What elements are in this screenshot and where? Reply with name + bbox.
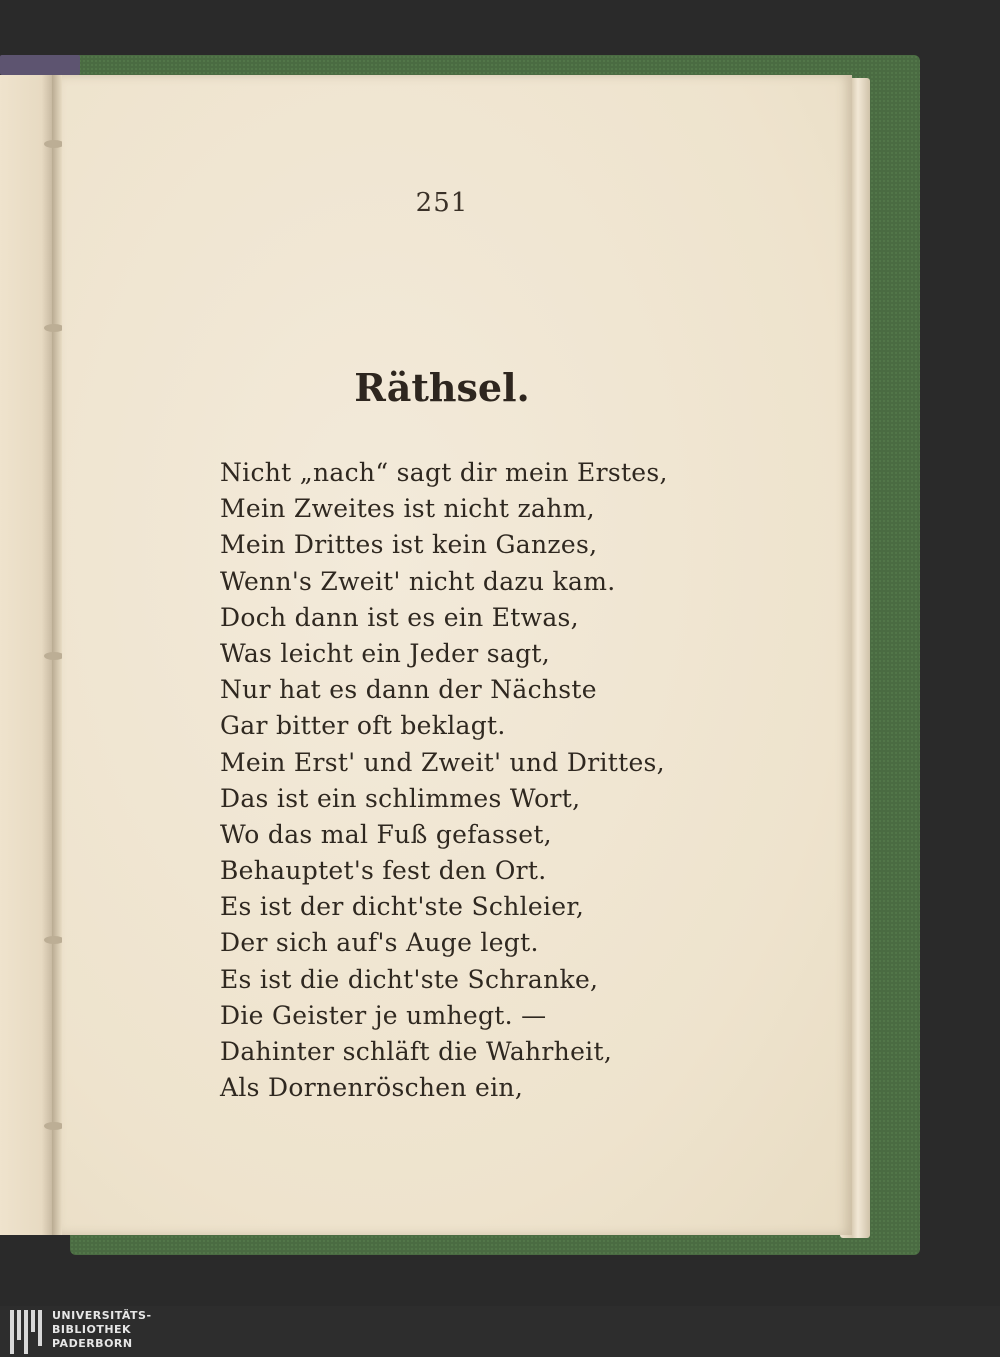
binding-stitch [44,936,64,944]
poem-line: Dahinter schläft die Wahrheit, [220,1037,613,1066]
binding-stitch [44,324,64,332]
binding-stitch [44,652,64,660]
library-logo-icon [10,1310,44,1354]
poem-text [220,455,780,1106]
poem-line: Behauptet's fest den Ort. [220,856,547,886]
page-number: 251 [415,188,469,218]
logo-line: PADERBORN [52,1337,133,1350]
poem-line: Es ist die dicht'ste Schranke, [220,964,599,994]
poem-line: Das ist ein schlimmes Wort, [220,783,581,813]
poem-line: Gar bitter oft beklagt. [220,711,506,741]
binding-stitch [44,1122,64,1130]
poem-line: Wenn's Zweit' nicht dazu kam. [220,566,616,596]
library-footer [0,1306,1000,1357]
poem-line: Mein Zweites ist nicht zahm, [220,494,595,524]
poem-line: Als Dornenröschen ein, [220,1073,524,1103]
logo-line: BIBLIOTHEK [52,1323,132,1336]
book-page [62,75,852,1235]
poem-line: Wo das mal Fuß gefasset, [220,819,552,849]
library-logo-text [52,1309,152,1351]
poem-line: Doch dann ist es ein Etwas, [220,602,579,632]
binding-stitch [44,140,64,148]
poem-line: Mein Erst' und Zweit' und Drittes, [220,747,665,777]
poem-line: Die Geister je umhegt. — [220,1000,547,1030]
poem-line: Was leicht ein Jeder sagt, [220,638,550,668]
poem-title: Räthsel. [354,365,530,410]
poem-line: Nur hat es dann der Nächste [220,675,597,705]
poem-line: Der sich auf's Auge legt. [220,928,539,958]
logo-line: UNIVERSITÄTS- [52,1309,152,1322]
poem-line: Es ist der dicht'ste Schleier, [220,892,585,922]
cover-edge-left [0,55,80,75]
poem-line: Mein Drittes ist kein Ganzes, [220,530,598,560]
poem-line: Nicht „nach“ sagt dir mein Erstes, [220,458,668,487]
